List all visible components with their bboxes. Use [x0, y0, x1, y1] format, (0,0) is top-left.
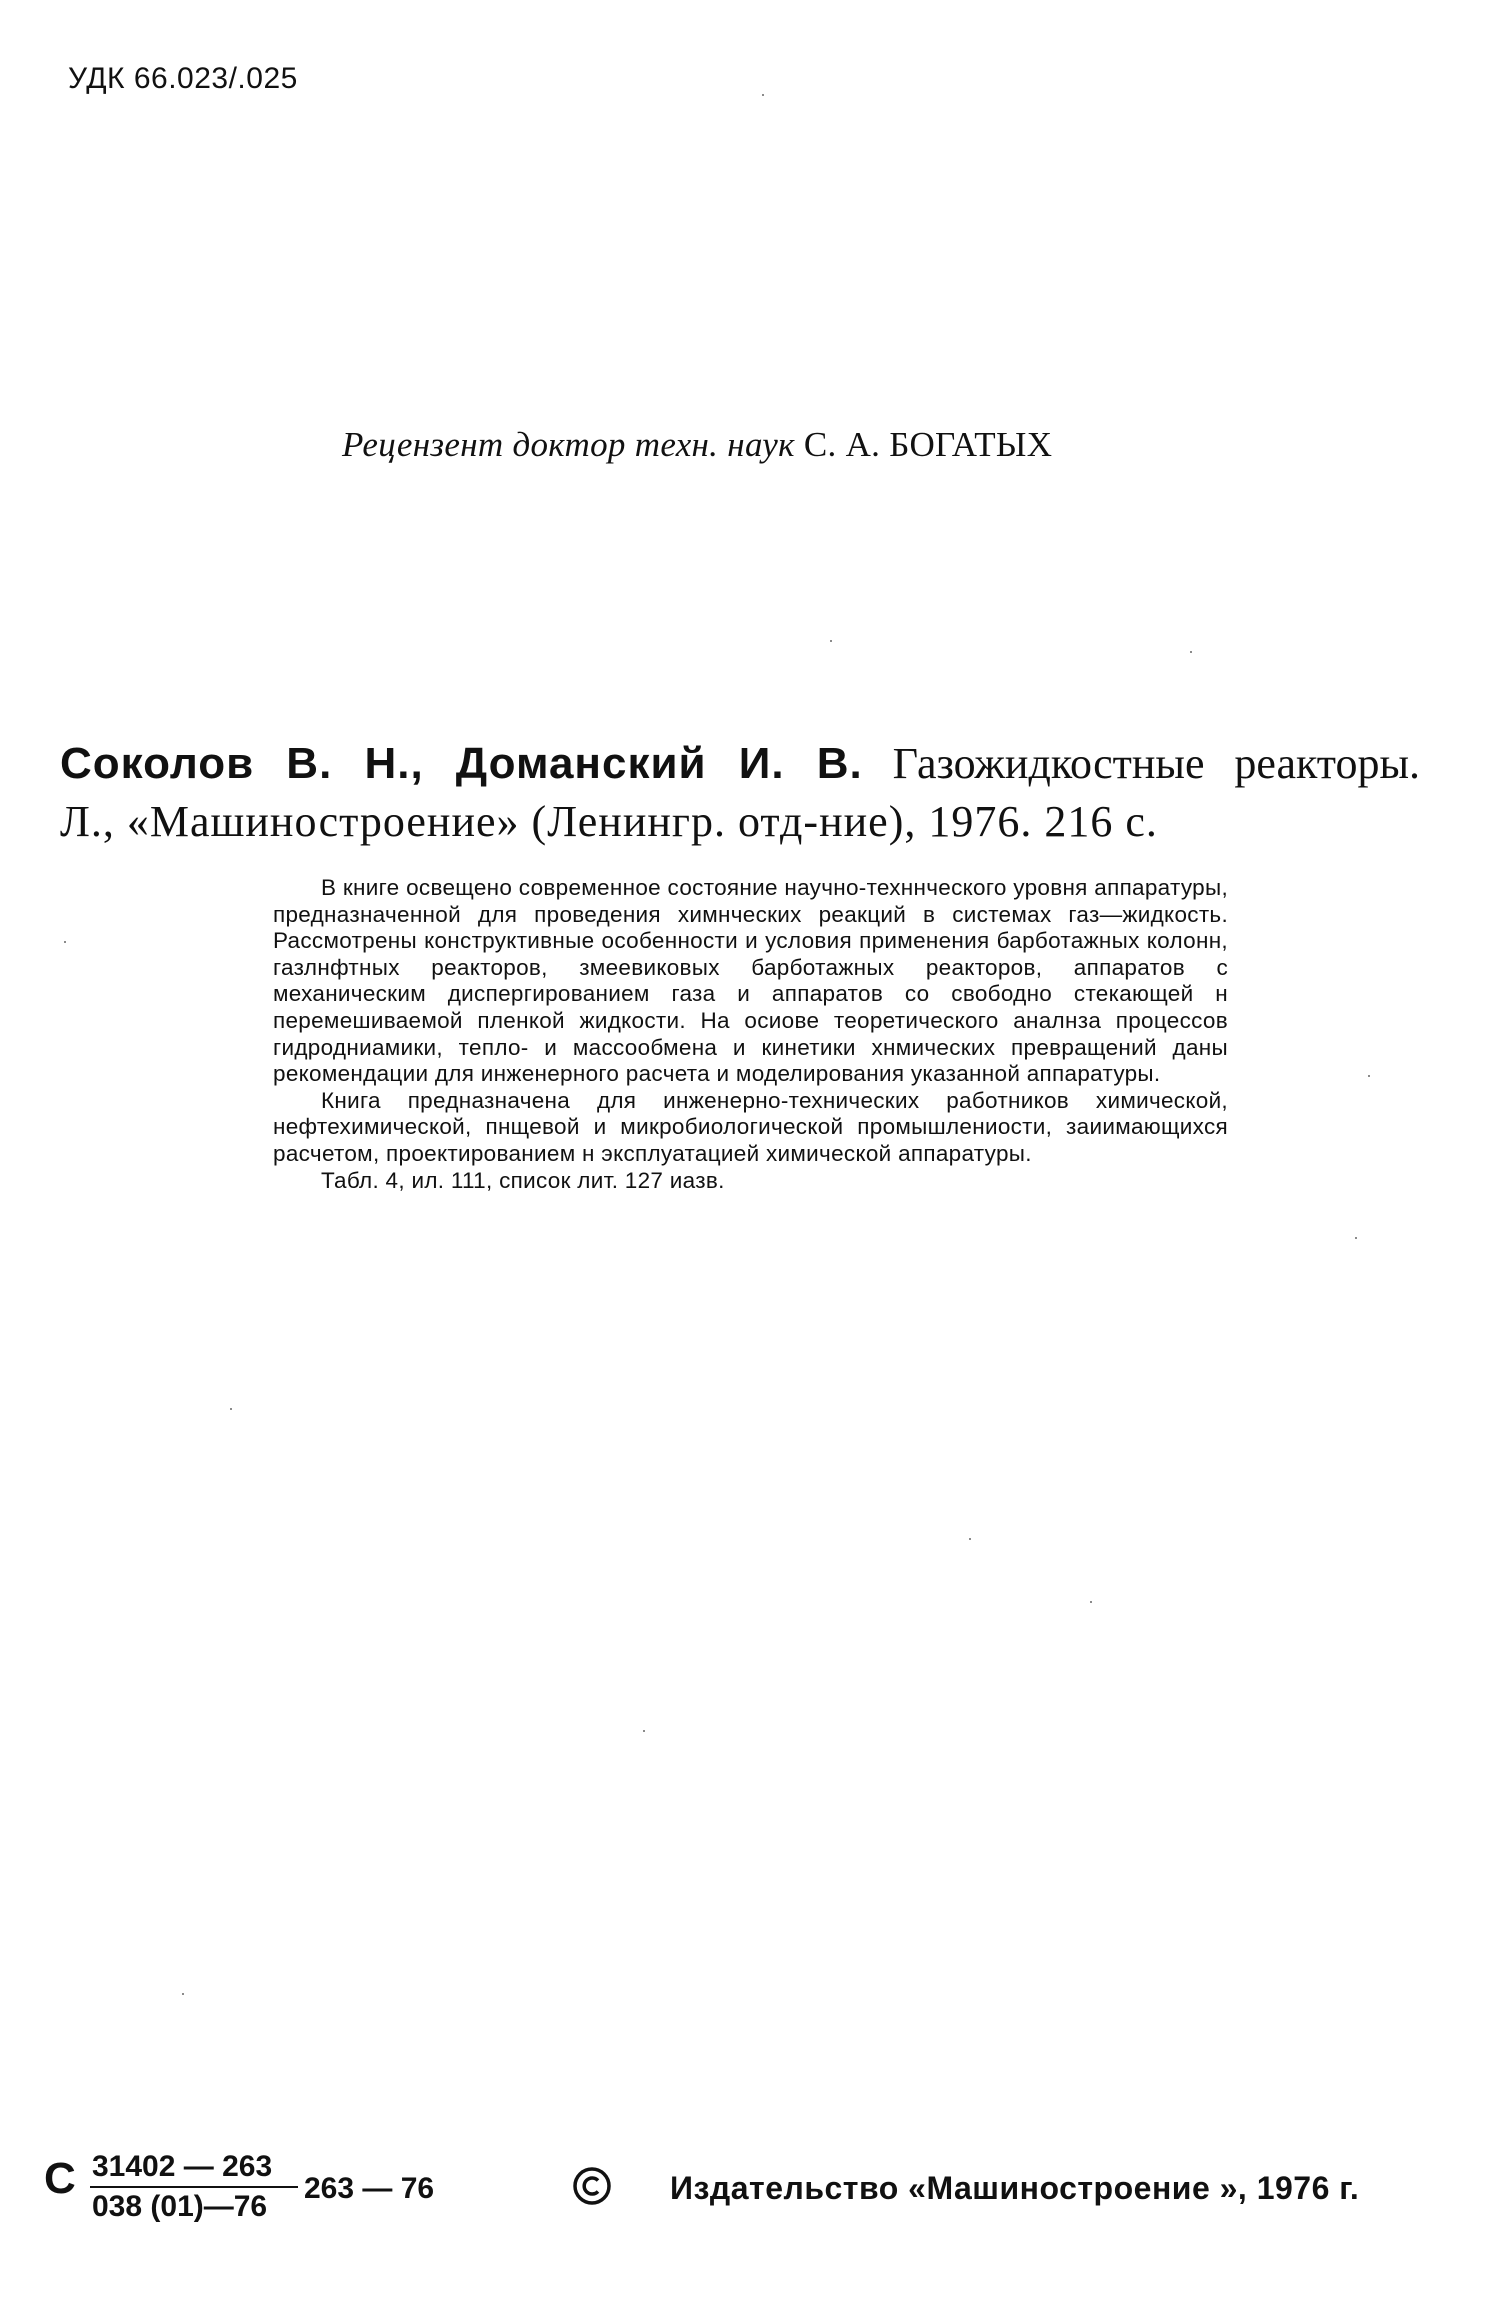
reviewer-label: Рецензент доктор техн. наук	[342, 425, 795, 464]
imprint-footer	[0, 2150, 1487, 2270]
scan-speck	[643, 1730, 645, 1732]
scan-speck	[230, 1408, 232, 1410]
abstract-paragraph: В книге освещено современное состояние научно-техннческого уровня аппаратуры, предназначенной для проведения химнческих реакций в системах газ—жидкость. Рассмотрены конструктивные особенности и условия применения барботажных колонн, газлнфтных реакторов, змеевиковых барботажных реакторов, аппаратов с механическим диспергированием газа и аппаратов со свободно стекающей н перемешиваемой пленкой жидкости. На осиове теоретического аналнза процессов гидродниамики, тепло- и массообмена и кинетики хнмических превращений даны рекомендации для инженерного расчета и моделирования указанной аппаратуры.	[273, 875, 1228, 1087]
copyright-icon	[572, 2166, 612, 2206]
scan-speck	[762, 94, 764, 96]
citation-title: Газожидкостные реакторы.	[892, 739, 1421, 788]
reviewer-line	[342, 425, 1052, 465]
citation-imprint: Л., «Машиностроение» (Ленингр. отд-ние), 1976. 216 с.	[60, 797, 1158, 846]
fraction-line	[90, 2186, 298, 2188]
publisher-copyright: Издательство «Машиностроение », 1976 г.	[670, 2170, 1360, 2206]
reviewer-name: С. А. БОГАТЫХ	[803, 425, 1053, 464]
abstract-paragraph: Книга предназначена для инженерно-технических работников химической, нефтехимической, пнщевой и микробиологической промышлениости, заиимающихся расчетом, проектированием н эксплуатацией химической аппаратуры.	[273, 1087, 1228, 1166]
scan-speck	[1090, 1601, 1092, 1603]
catalog-letter: С	[44, 2154, 76, 2203]
scan-speck	[969, 1538, 971, 1540]
udk-code: УДК 66.023/.025	[68, 62, 298, 95]
citation-authors: Соколов В. Н., Доманский И. В.	[60, 739, 863, 788]
scan-speck	[64, 941, 66, 943]
catalog-denominator: 038 (01)—76	[92, 2190, 268, 2223]
scan-speck	[182, 1993, 184, 1995]
abstract	[273, 875, 1228, 1194]
scan-speck	[1355, 1237, 1357, 1239]
abstract-paragraph: Табл. 4, ил. 111, список лит. 127 иазв.	[321, 1167, 725, 1193]
scan-speck	[1190, 651, 1192, 653]
scan-speck	[1368, 1075, 1370, 1077]
scan-speck	[830, 640, 832, 642]
catalog-suffix: 263 — 76	[304, 2172, 435, 2205]
catalog-numerator: 31402 — 263	[92, 2150, 273, 2183]
citation-line-1	[60, 735, 1420, 793]
bibliographic-citation	[60, 735, 1420, 851]
